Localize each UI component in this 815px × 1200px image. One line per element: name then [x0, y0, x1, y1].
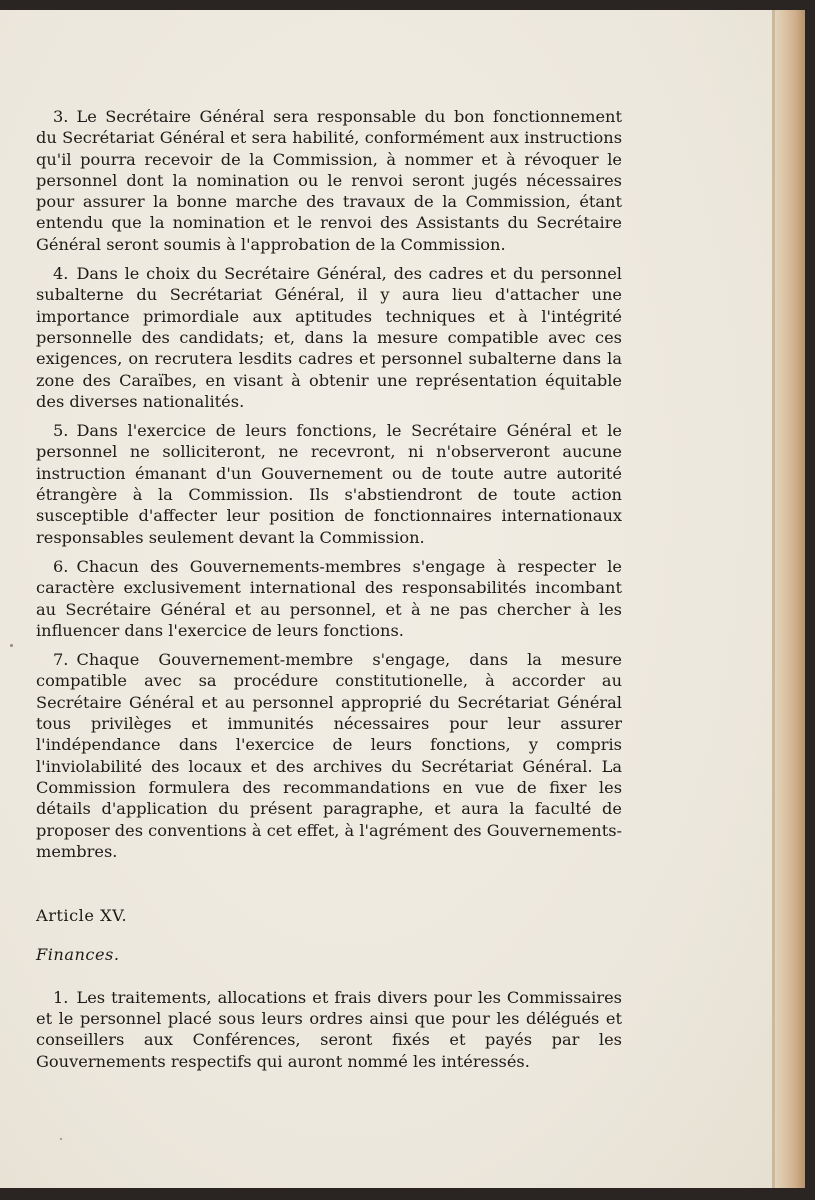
- paragraph-number: 5.: [53, 421, 69, 441]
- paragraph-text: Chacun des Gouvernements-membres s'engage à respecter le caractère exclusivement international des responsabilités incombant au Secrétaire Général et au personnel, et à ne pas chercher à les influencer dans l'exercice de leurs fonctions.: [36, 556, 622, 640]
- article-body: [36, 106, 622, 1080]
- paragraph-number: 1.: [53, 987, 69, 1007]
- page-edge-stack: [772, 10, 805, 1188]
- paragraph-number: 6.: [53, 556, 69, 576]
- paragraph-6: [36, 556, 622, 641]
- paragraph-number: 3.: [53, 107, 69, 126]
- paragraph-text: Le Secrétaire Général sera responsable du bon fonctionnement du Secrétariat Général et sera habilité, conformément aux instructions qu'il pourra recevoir de la Commission, à nommer et à révoquer le personnel dont la nomination ou le renvoi seront jugés nécessaires pour assurer la bonne marche des travaux de la Commission, étant entendu que la nomination et le renvoi des Assistants du Secrétaire Général seront soumis à l'approbation de la Commission.: [36, 107, 622, 254]
- article-subheading: Finances.: [36, 945, 120, 965]
- paper-speck: [60, 1138, 62, 1140]
- paragraph-number: 4.: [53, 264, 69, 284]
- paragraph-7: [36, 649, 622, 862]
- finances-paragraph-1: [36, 987, 622, 1072]
- paragraph-text: Chaque Gouvernement-membre s'engage, dans la mesure compatible avec sa procédure constitutionelle, à accorder au Secrétaire Général et au personnel approprié du Secrétariat Général tous privilèges et immunités nécessaires pour leur assurer l'indépendance dans l'exercice de leurs fonctions, y compris l'inviolabilité des locaux et des archives du Secrétariat Général. La Commission formulera des recommandations en vue de fixer les détails d'application du présent paragraphe, et aura la faculté de proposer des conventions à cet effet, à l'agrément des Gouvernements-membres.: [36, 650, 622, 861]
- paragraph-text: Les traitements, allocations et frais divers pour les Commissaires et le personnel placé sous leurs ordres ainsi que pour les délégués et conseillers aux Conférences, seront fixés et payés par les Gouvernements respectifs qui auront nommé les intéressés.: [36, 987, 622, 1071]
- paragraph-5: [36, 420, 622, 548]
- paragraph-3: [36, 106, 622, 255]
- document-page: [0, 10, 772, 1188]
- paragraph-text: Dans le choix du Secrétaire Général, des cadres et du personnel subalterne du Secrétariat Général, il y aura lieu d'attacher une importance primordiale aux aptitudes techniques et à l'intégrité personnelle des candidats; et, dans la mesure compatible avec ces exigences, on recrutera lesdits cadres et personnel subalterne dans la zone des Caraïbes, en visant à obtenir une représentation équitable des diverses nationalités.: [36, 264, 622, 411]
- paragraph-4: [36, 263, 622, 412]
- paper-speck: [10, 644, 13, 647]
- paragraph-text: Dans l'exercice de leurs fonctions, le Secrétaire Général et le personnel ne solliciteront, ne recevront, ni n'observeront aucune instruction émanant d'un Gouvernement ou de toute autre autorité étrangère à la Commission. Ils s'abstiendront de toute action susceptible d'affecter leur position de fonctionnaires internationaux responsables seulement devant la Commission.: [36, 421, 622, 547]
- paragraph-number: 7.: [53, 650, 69, 670]
- article-heading: Article XV.: [36, 906, 128, 926]
